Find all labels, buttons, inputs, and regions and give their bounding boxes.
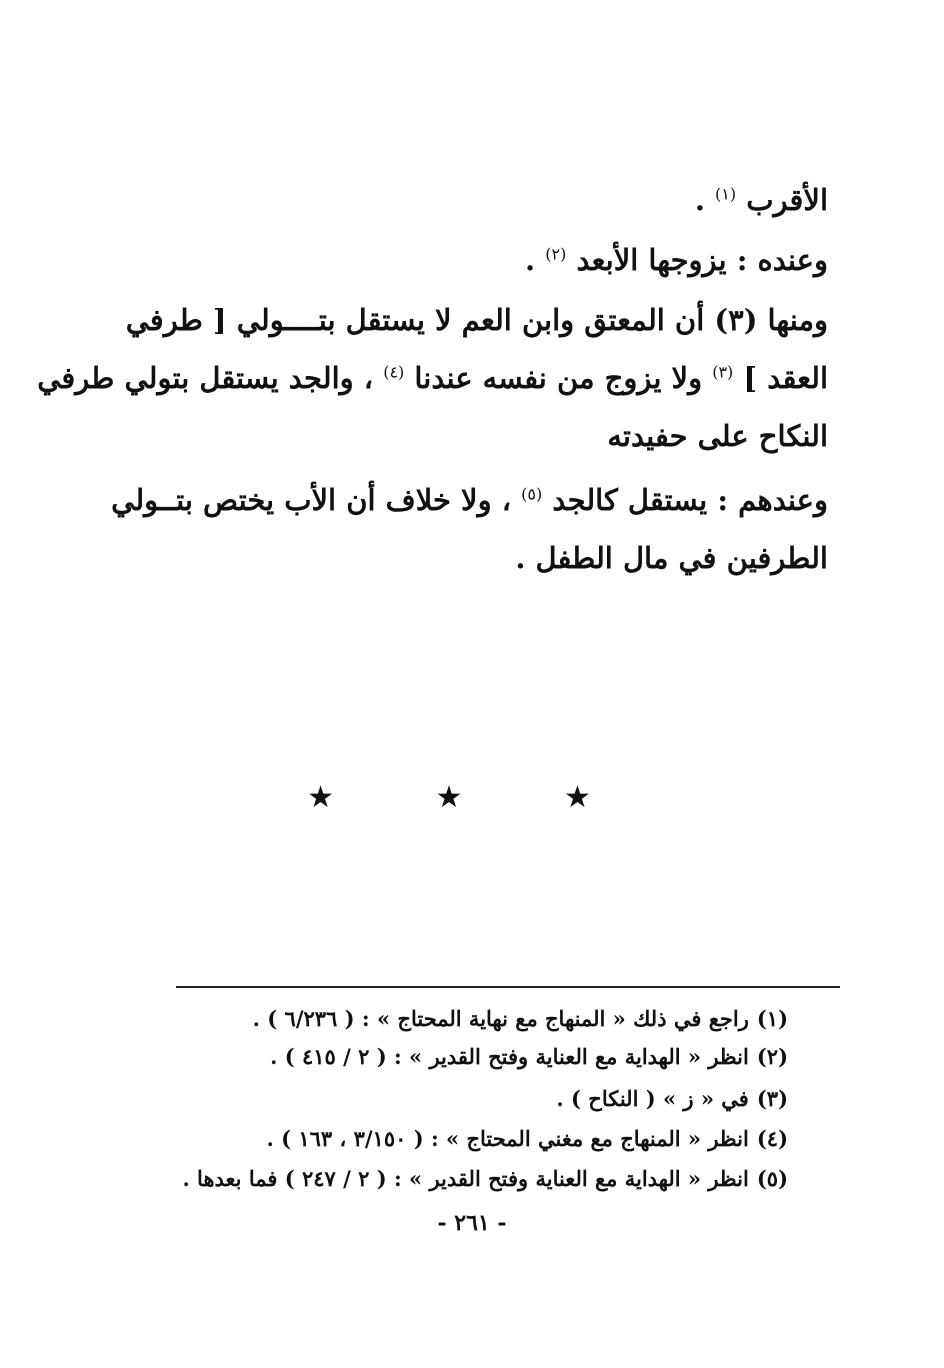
body-line-3 [125,298,828,342]
body-line-5 [172,414,828,458]
footnote-text: انظر « الهداية مع العناية وفتح القدير » : ( ٢ / ٢٤٧ ) فما بعدها . [182,1166,749,1191]
footnote-divider [176,986,840,988]
body-line-6 [111,478,828,522]
footnote-ref[interactable]: (١) [715,184,737,204]
footnote-text: راجع في ذلك « المنهاج مع نهاية المحتاج » : ( ٦/٢٣٦ ) . [252,1006,749,1031]
footnote-5 [168,1164,788,1194]
body-line-2 [172,238,828,282]
body-text: ، والجد يستقل بتولي طرفي [37,361,374,395]
body-text: . [525,243,536,277]
footnote-number: (١) [756,1006,788,1031]
footnote-3 [168,1084,788,1114]
footnote-1 [168,1004,788,1034]
body-text: العقد ] [743,361,828,395]
body-text: ولا يزوج من نفسه عندنا [414,361,703,395]
section-separator-stars: ★ ★ ★ [307,780,637,815]
body-text: ، ولا خلاف أن الأب يختص بتــولي [111,483,512,517]
page-number: - ٢٦١ - [437,1210,507,1236]
footnote-text: انظر « الهداية مع العناية وفتح القدير » : ( ٢ / ٤١٥ ) . [270,1044,749,1069]
body-text: الأقرب [746,183,828,217]
footnote-number: (٥) [756,1166,788,1191]
body-text: وعنده : يزوجها الأبعد [576,243,828,277]
body-text: النكاح على حفيدته [607,419,828,453]
body-text: ومنها (٣) أن المعتق وابن العم لا يستقل بتــــولي [ طرفي [125,303,828,337]
footnote-text: في « ز » ( النكاح ) . [556,1086,749,1111]
body-text: الطرفين في مال الطفل . [515,541,828,575]
body-line-1 [172,178,828,222]
footnote-ref[interactable]: (٣) [712,362,734,382]
footnote-ref[interactable]: (٢) [545,244,567,264]
footnote-text: انظر « المنهاج مع مغني المحتاج » : ( ٣/١٥٠ ، ١٦٣ ) . [266,1126,749,1151]
footnote-number: (٢) [756,1044,788,1069]
footnote-4 [168,1124,788,1154]
footnote-number: (٣) [756,1086,788,1111]
body-line-7 [172,536,828,580]
footnote-ref[interactable]: (٥) [521,484,543,504]
body-text: . [694,183,705,217]
footnote-2 [168,1042,788,1072]
footnote-ref[interactable]: (٤) [383,362,405,382]
footnote-number: (٤) [756,1126,788,1151]
body-line-4 [37,356,828,400]
body-text: وعندهم : يستقل كالجد [552,483,828,517]
